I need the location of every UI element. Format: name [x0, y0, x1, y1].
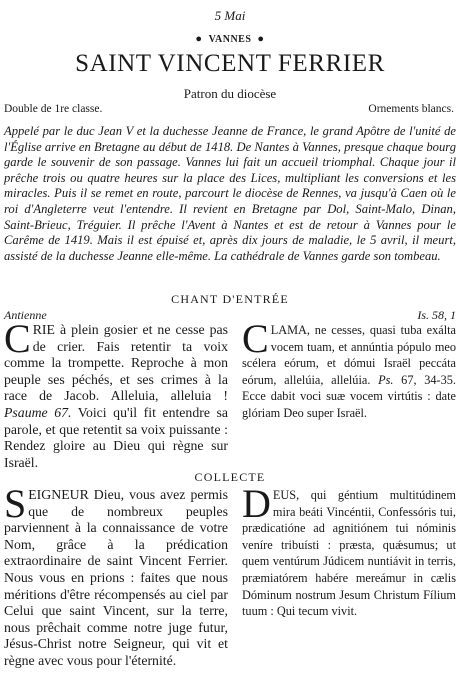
collect-french — [4, 481, 228, 670]
psalm-label: Ps. — [378, 372, 394, 387]
diocese-heading — [0, 33, 460, 45]
psalm-label: Psaume 67. — [4, 404, 72, 420]
introit-heading: CHANT D'ENTRÉE — [171, 292, 289, 306]
page-title: SAINT VINCENT FERRIER — [75, 50, 385, 77]
patron-subtitle: Patron du diocèse — [183, 86, 277, 101]
collect-latin-text: qui géntium multitúdinem mira beáti Vincéntii, Confessóris tui, prædicatióne ad agnitiónem tui nóminis veníre tribuísti : præsta, quǽsumus; ut quem ventúrum Júdicem nuntiávit in terris, præmiatórem habére mereámur in cælis Dóminum nostrum Jesum Christum Fílium tuum : Qui tecum vivit. — [242, 488, 456, 619]
scripture-reference: Is. 58, 1 — [417, 308, 456, 322]
lead-word: EUS, — [272, 488, 300, 502]
psalm-text: 67, 34-35. Ecce dabit voci suæ vocem virtútis : date glóriam Deo super Israël. — [242, 372, 456, 420]
collect-latin — [242, 481, 456, 620]
introit-latin-text: ne cesses, quasi tuba exálta vocem tuam, et annúntia pópulo meo scélera eórum, et dómui Israël peccáta eórum, allelúia, allelúia. — [242, 323, 456, 387]
antiphon-label: Antienne — [4, 308, 47, 322]
rank-row — [4, 103, 454, 115]
lead-word: EIGNEUR — [28, 487, 89, 502]
dropcap: S — [4, 481, 27, 526]
psalm-text: Voici qu'il fit entendre sa parole, et que retentit sa voix puissante : Rendez gloire au Dieu qui règne sur Israël. — [4, 404, 228, 470]
antiphon-row — [4, 308, 456, 323]
lead-word: LAMA, — [270, 323, 310, 337]
introit-latin — [242, 316, 456, 422]
biography-paragraph: Appelé par le duc Jean V et la duchesse Jeanne de France, le grand Apôtre de l'unité de l'Église arrive en Bretagne au début de 1418. De Nantes à Vannes, presque chaque bourg garde le souvenir de son passage. Vannes lui fait un accueil triomphal. Chaque jour il prêche trois ou quatre heures sur la place des Lices, multipliant les conversions et les miracles. Puis il se remet en route, parcourt le diocèse de Rennes, va jusqu'à Caen où le roi d'Angleterre veut l'entendre. Il revient en Bretagne par Dol, Saint-Malo, Dinan, Saint-Brieuc, Tréguier. Il prêche l'Avent à Nantes et est de retour à Vannes pour le Carême de 1419. Mais il est épuisé et, après dix jours de maladie, le 5 avril, il meurt, assisté de la duchesse Jeanne elle-même. La cathédrale de Vannes garde son tombeau. — [4, 124, 456, 263]
dropcap: C — [4, 316, 31, 361]
bullet-left-icon: ● — [195, 33, 203, 45]
introit-french-text: à plein gosier et ne cesse pas de crier. Fais retentir ta voix comme la trompette. Reproche à mon peuple ses péchés, et ses crimes à la race de Jacob. Alleluia, alleluia ! — [4, 322, 228, 404]
feast-date: 5 Mai — [214, 8, 246, 23]
lead-word: RIE — [32, 322, 55, 337]
dropcap: C — [242, 316, 269, 361]
collect-french-text: Dieu, vous avez permis que de nombreux peuples parviennent à la connaissance de votre Nom, grâce à la prédication extraordinaire de saint Vincent Ferrier. Nous vous en prions : faites que nous méritions d'être récompensés au ciel par Celui que saint Vincent, sur la terre, nous prêchait comme notre juge futur, Jésus-Christ notre Seigneur, qui vit et règne avec vous pour l'éternité. — [4, 487, 228, 668]
dropcap: D — [242, 481, 271, 526]
collect-heading: COLLECTE — [194, 470, 266, 484]
bullet-right-icon: ● — [257, 33, 265, 45]
vestment-color: Ornements blancs. — [368, 103, 454, 115]
introit-french — [4, 316, 228, 471]
diocese-name: VANNES — [208, 34, 252, 45]
liturgical-rank: Double de 1re classe. — [4, 103, 103, 115]
